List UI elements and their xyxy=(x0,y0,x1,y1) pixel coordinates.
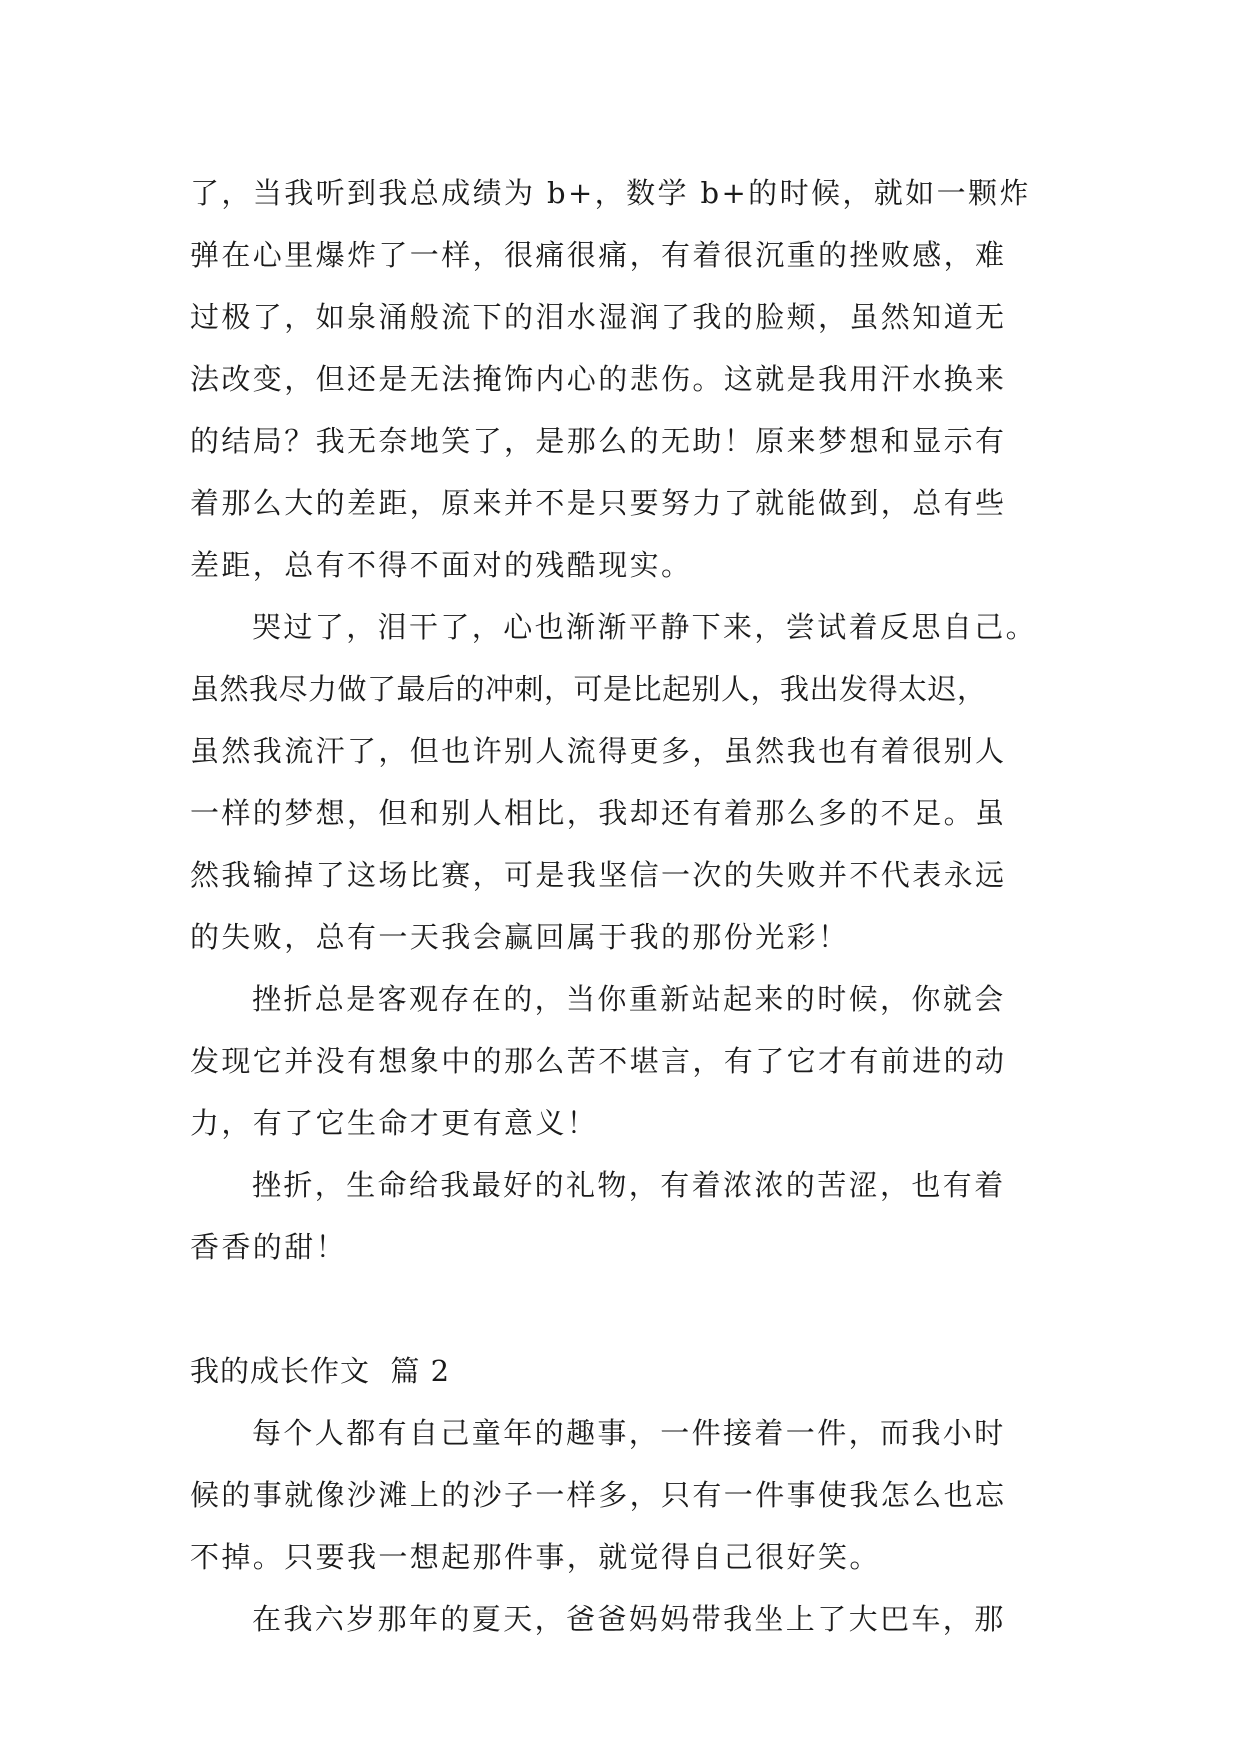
text-line: 在我六岁那年的夏天，爸爸妈妈带我坐上了大巴车，那 xyxy=(252,1602,1006,1636)
text-line: 力，有了它生命才更有意义！ xyxy=(190,1106,599,1140)
text-line: 着那么大的差距，原来并不是只要努力了就能做到，总有些 xyxy=(190,486,1007,520)
text-line: 然我输掉了这场比赛，可是我坚信一次的失败并不代表永远 xyxy=(190,858,1007,892)
text-line: 虽然我尽力做了最后的冲刺，可是比起别人，我出发得太迟， xyxy=(190,672,987,706)
section-spacer xyxy=(190,1278,1050,1340)
text-line: 每个人都有自己童年的趣事，一件接着一件，而我小时 xyxy=(252,1416,1006,1450)
text-line: 候的事就像沙滩上的沙子一样多，只有一件事使我怎么也忘 xyxy=(190,1478,1007,1512)
text-line: 法改变，但还是无法掩饰内心的悲伤。这就是我用汗水换来 xyxy=(190,362,1007,396)
paragraph xyxy=(190,162,1050,596)
text-line: 哭过了，泪干了，心也渐渐平静下来，尝试着反思自己。 xyxy=(252,610,1038,644)
text-line: 差距，总有不得不面对的残酷现实。 xyxy=(190,548,693,582)
paragraph xyxy=(190,968,1050,1154)
paragraph xyxy=(190,1402,1050,1588)
paragraph xyxy=(190,1588,1050,1650)
text-line: 挫折，生命给我最好的礼物，有着浓浓的苦涩，也有着 xyxy=(252,1168,1006,1202)
document-body xyxy=(190,162,1050,1650)
text-line: 弹在心里爆炸了一样，很痛很痛，有着很沉重的挫败感，难 xyxy=(190,238,1007,272)
text-line: 的失败，总有一天我会赢回属于我的那份光彩！ xyxy=(190,920,850,954)
text-line: 挫折总是客观存在的，当你重新站起来的时候，你就会 xyxy=(252,982,1006,1016)
text-line: 过极了，如泉涌般流下的泪水湿润了我的脸颊，虽然知道无 xyxy=(190,300,1007,334)
text-line: 的结局？我无奈地笑了，是那么的无助！原来梦想和显示有 xyxy=(190,424,1007,458)
section-heading: 我的成长作文 篇 2 xyxy=(190,1354,451,1388)
text-line: 一样的梦想，但和别人相比，我却还有着那么多的不足。虽 xyxy=(190,796,1007,830)
text-line: 香香的甜！ xyxy=(190,1230,348,1264)
paragraph xyxy=(190,1154,1050,1278)
text-line: 发现它并没有想象中的那么苦不堪言，有了它才有前进的动 xyxy=(190,1044,1007,1078)
text-line: 了，当我听到我总成绩为 b+，数学 b+的时候，就如一颗炸 xyxy=(190,176,1031,210)
text-line: 虽然我流汗了，但也许别人流得更多，虽然我也有着很别人 xyxy=(190,734,1007,768)
paragraph xyxy=(190,596,1050,968)
text-line: 不掉。只要我一想起那件事，就觉得自己很好笑。 xyxy=(190,1540,881,1574)
